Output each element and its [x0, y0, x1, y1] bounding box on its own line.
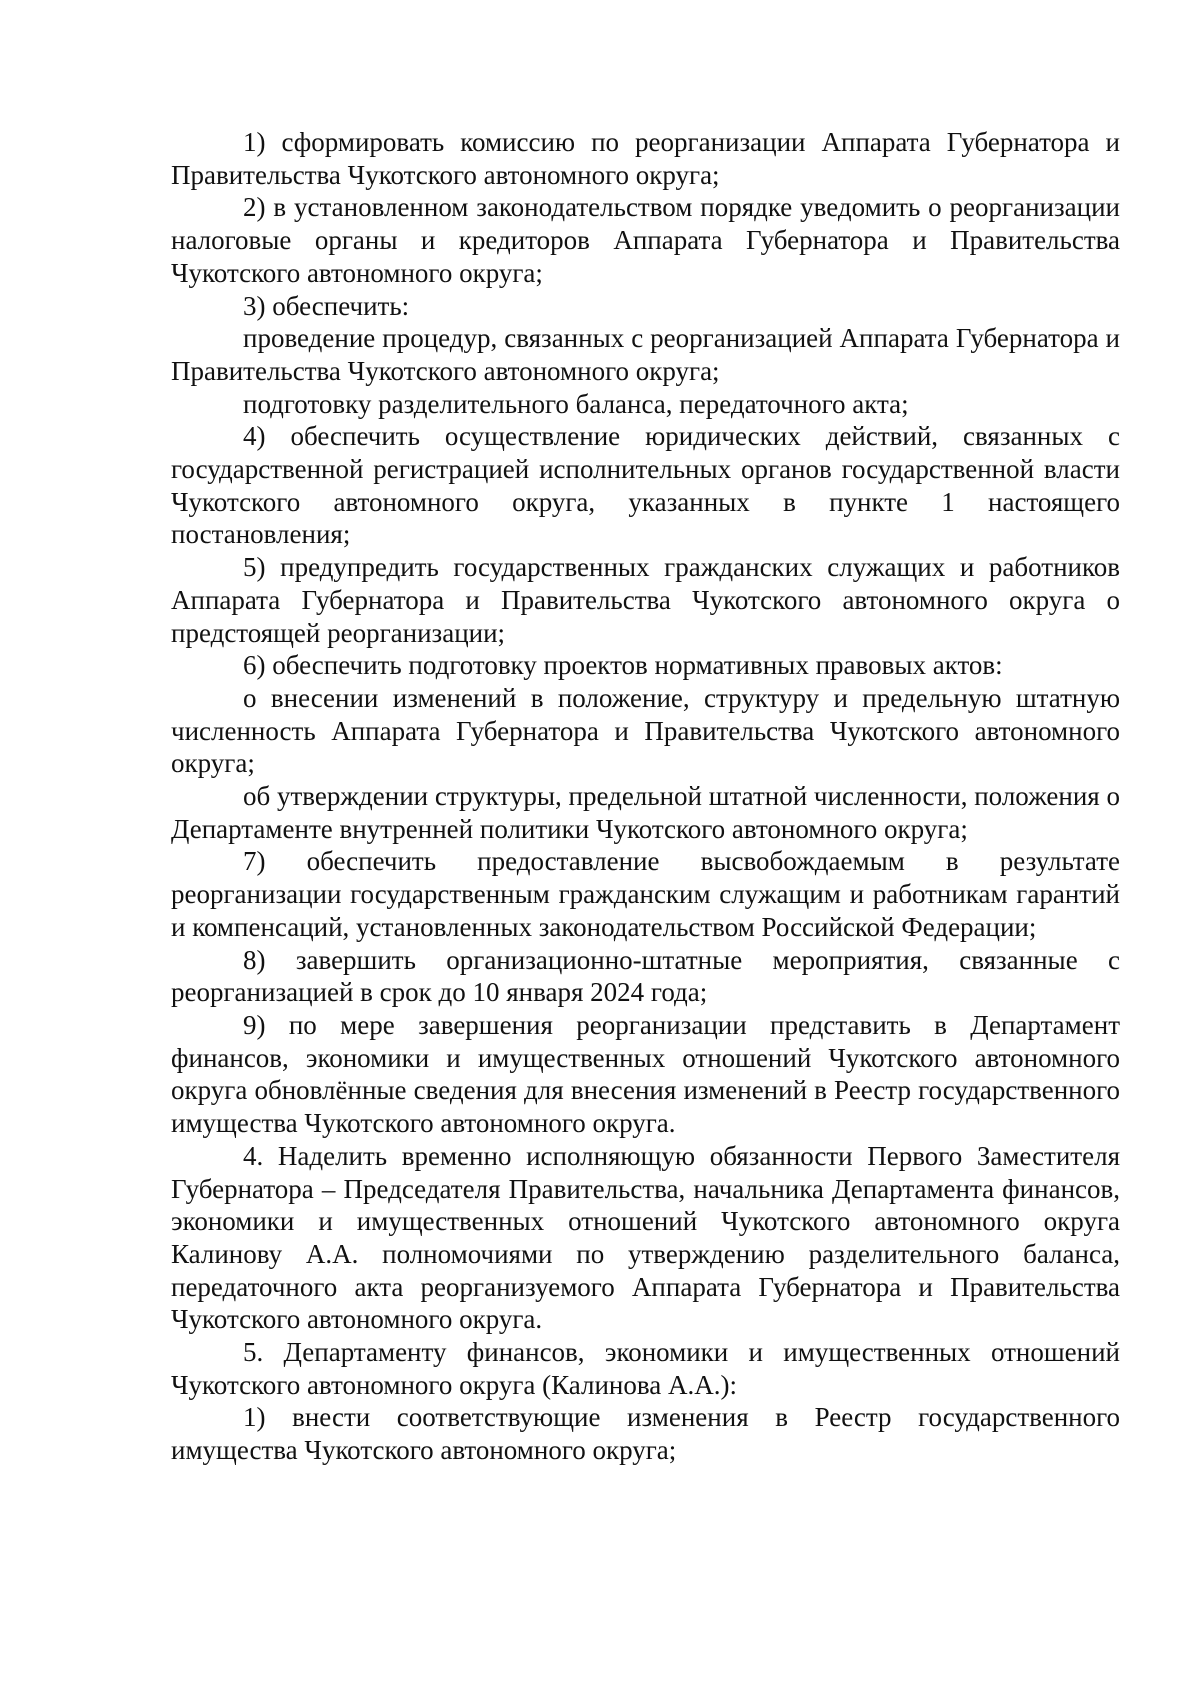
- paragraph-item-3-ensure: 3) обеспечить:: [243, 290, 410, 321]
- paragraph-item-3-balance: подготовку разделительного баланса, передаточного акта;: [243, 388, 909, 419]
- paragraph-item-1-commission: 1) сформировать комиссию по реорганизации Аппарата Губернатора и Правительства Чукотского автономного округа;: [171, 127, 1120, 190]
- paragraph-item-8-deadline: 8) завершить организационно-штатные мероприятия, связанные с реорганизацией в срок до 10 января 2024 года;: [171, 944, 1120, 1008]
- paragraph-item-2-notify: 2) в установленном законодательством порядке уведомить о реорганизации налоговые органы и кредиторов Аппарата Губернатора и Правительства Чукотского автономного округа;: [171, 192, 1120, 288]
- paragraph-item-4-registration: 4) обеспечить осуществление юридических действий, связанных с государственной регистрацией исполнительных органов государственной власти Чукотского автономного округа, указанных в пункте 1 настоящего постановления;: [171, 421, 1120, 550]
- paragraph-item-3-procedures: проведение процедур, связанных с реорганизацией Аппарата Губернатора и Правительства Чукотского автономного округа;: [171, 323, 1120, 386]
- paragraph-item-5-warn: 5) предупредить государственных гражданских служащих и работников Аппарата Губернатора и Правительства Чукотского автономного округа о предстоящей реорганизации;: [171, 552, 1120, 648]
- paragraph-section-5-department: 5. Департаменту финансов, экономики и имущественных отношений Чукотского автономного округа (Калинова А.А.):: [171, 1337, 1120, 1400]
- paragraph-item-6-department: об утверждении структуры, предельной штатной численности, положения о Департаменте внутренней политики Чукотского автономного округа;: [171, 781, 1120, 844]
- paragraph-section-5-item-1: 1) внести соответствующие изменения в Реестр государственного имущества Чукотского автономного округа;: [171, 1402, 1120, 1466]
- paragraph-section-4-authority: 4. Наделить временно исполняющую обязанности Первого Заместителя Губернатора – Председателя Правительства, начальника Департамента финансов, экономики и имущественных отношений Чукотского автономного округа Калинову А.А. полномочиями по утверждению разделительного баланса, передаточного акта реорганизуемого Аппарата Губернатора и Правительства Чукотского автономного округа.: [171, 1140, 1120, 1335]
- paragraph-item-6-amendments: о внесении изменений в положение, структуру и предельную штатную численность Аппарата Губернатора и Правительства Чукотского автономного округа;: [171, 682, 1120, 779]
- paragraph-item-9-registry: 9) по мере завершения реорганизации представить в Департамент финансов, экономики и имущественных отношений Чукотского автономного округа обновлённые сведения для внесения изменений в Реестр государственного имущества Чукотского автономного округа.: [171, 1009, 1120, 1139]
- paragraph-item-6-drafts: 6) обеспечить подготовку проектов нормативных правовых актов:: [243, 650, 1003, 681]
- paragraph-item-7-guarantees: 7) обеспечить предоставление высвобождаемым в результате реорганизации государственным гражданским служащим и работникам гарантий и компенсаций, установленных законодательством Российской Федерации;: [171, 846, 1120, 942]
- document-body: [171, 126, 1120, 1467]
